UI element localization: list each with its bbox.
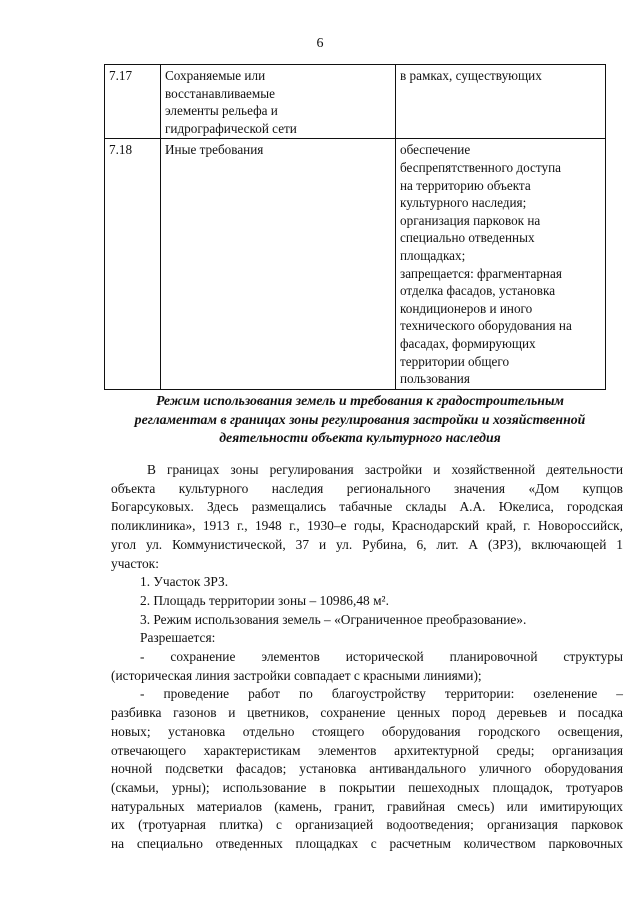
paragraph-line: Богарсуковых. Здесь размещались табачные склады А.А. Юкелиса, городская xyxy=(111,499,623,515)
cell-line: пользования xyxy=(400,371,470,387)
cell-line: Сохраняемые или xyxy=(165,68,266,83)
paragraph-line: разбивка газонов и цветников, сохранение ценных пород деревьев и посадка xyxy=(111,705,623,721)
section-heading xyxy=(100,392,620,448)
cell-line: восстанавливаемые xyxy=(165,85,275,101)
paragraph-line: поликлиника», 1913 г., 1948 г., 1930–е годы, Краснодарский край, г. Новороссийск, xyxy=(111,518,623,534)
paragraph-line: В границах зоны регулирования застройки и хозяйственной деятельности xyxy=(147,462,623,477)
paragraph-line: угол ул. Коммунистической, 37 и ул. Рубина, 6, лит. А (ЗРЗ), включающей 1 xyxy=(111,536,623,552)
cell-line: площадках; xyxy=(400,247,466,263)
heading-line: деятельности объекта культурного наследия xyxy=(219,430,501,445)
paragraph-line: на специально отведенных площадках с расчетным количеством парковочных xyxy=(111,836,623,852)
row-number: 7.17 xyxy=(105,65,161,139)
cell-line: специально отведенных xyxy=(400,230,535,246)
cell-line: отделка фасадов, установка xyxy=(400,283,556,299)
cell-line: обеспечение xyxy=(400,142,471,158)
paragraph-line: объекта культурного наследия регионального значения «Дом купцов xyxy=(111,480,623,496)
paragraph-line: их (тротуарная плитка) с организацией водоотведения; организация парковок xyxy=(111,817,623,833)
cell-line: беспрепятственного доступа xyxy=(400,159,561,175)
row-number: 7.18 xyxy=(105,139,161,389)
list-item: 3. Режим использования земель – «Ограниченное преобразование». xyxy=(140,611,527,627)
paragraph-line: отвечающего характеристикам элементов архитектурной среды; организация xyxy=(111,742,623,758)
body-text xyxy=(111,461,623,854)
list-item: 1. Участок ЗРЗ. xyxy=(140,574,229,590)
paragraph-line: натуральных материалов (камень, гранит, гравийная смесь) или имитирующих xyxy=(111,798,623,814)
paragraph-line: участок: xyxy=(111,555,159,571)
cell-line: Иные требования xyxy=(165,142,264,158)
cell-line: запрещается: фрагментарная xyxy=(400,265,562,281)
row-name xyxy=(161,139,396,389)
table-row xyxy=(105,65,606,139)
cell-line: гидрографической сети xyxy=(165,120,297,136)
page-number: 6 xyxy=(316,36,324,51)
cell-line: организация парковок на xyxy=(400,212,541,228)
paragraph-line: - проведение работ по благоустройству территории: озеленение – xyxy=(140,686,623,702)
heading-line: Режим использования земель и требования к градостроительным xyxy=(156,393,564,408)
list-item: 2. Площадь территории зоны – 10986,48 м². xyxy=(140,592,389,608)
table-row xyxy=(105,139,606,389)
cell-line: на территорию объекта xyxy=(400,177,531,193)
row-value xyxy=(396,65,606,139)
cell-line: в рамках, существующих xyxy=(400,68,542,83)
paragraph-line: (скамьи, урны); использование в покрытии пешеходных площадок, тротуаров xyxy=(111,779,623,795)
row-value xyxy=(396,139,606,389)
row-name xyxy=(161,65,396,139)
heading-line: регламентам в границах зоны регулирования застройки и хозяйственной xyxy=(134,411,586,427)
paragraph-line: - сохранение элементов исторической планировочной структуры xyxy=(140,649,623,665)
cell-line: технического оборудования на xyxy=(400,318,572,334)
allowed-label: Разрешается: xyxy=(140,630,216,646)
paragraph-line: новых; установка отдельно стоящего оборудования городского освещения, xyxy=(111,723,623,739)
cell-line: элементы рельефа и xyxy=(165,103,278,119)
cell-line: кондиционеров и иного xyxy=(400,300,533,316)
paragraph-line: (историческая линия застройки совпадает с красными линиями); xyxy=(111,667,482,683)
cell-line: культурного наследия; xyxy=(400,195,527,211)
cell-line: фасадах, формирующих xyxy=(400,335,536,351)
requirements-table xyxy=(104,64,606,390)
paragraph-line: ночной подсветки фасадов; установка антивандального уличного оборудования xyxy=(111,761,623,777)
cell-line: территории общего xyxy=(400,353,510,369)
